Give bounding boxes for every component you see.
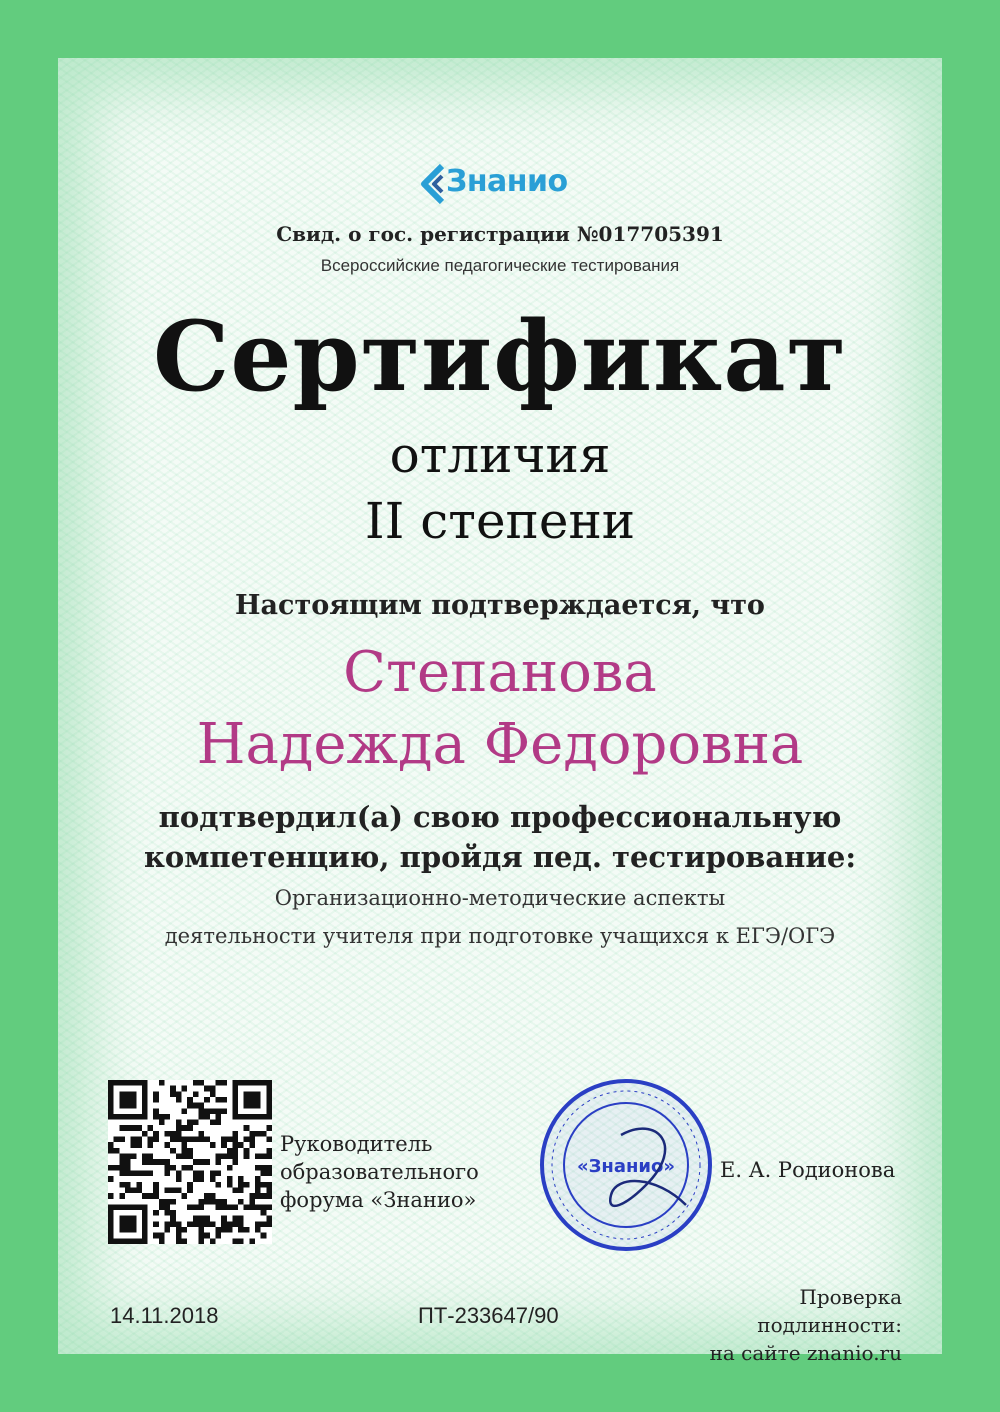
stamp-center-text: «Знанио» (576, 1156, 676, 1177)
topic-line1: Организационно-методические аспекты (274, 886, 726, 910)
recipient-surname: Степанова (343, 640, 657, 705)
qr-code[interactable] (108, 1080, 272, 1244)
header-subtitle: Всероссийские педагогические тестирования (320, 256, 680, 275)
competence-text-line1: подтвердил(а) свою профессиональную (158, 800, 842, 834)
topic-line2: деятельности учителя при подготовке учащихся к ЕГЭ/ОГЭ (164, 924, 836, 948)
certificate-title: Сертификат (152, 300, 848, 413)
competence-text-line2: компетенцию, пройдя пед. тестирование: (143, 840, 857, 874)
signer-role (280, 1130, 479, 1214)
certificate-code: ПТ-233647/90 (418, 1303, 559, 1328)
degree-label: II степени (364, 492, 636, 550)
recipient-given-names: Надежда Федоровна (196, 712, 804, 777)
registration-number: Свид. о гос. регистрации №017705391 (276, 222, 724, 246)
verification-note (710, 1283, 902, 1367)
znanio-logo (420, 160, 580, 208)
official-stamp (536, 1075, 716, 1255)
logo-text: Знанио (446, 164, 568, 199)
issue-date: 14.11.2018 (110, 1303, 219, 1328)
verify-line3[interactable]: на сайте znanio.ru (709, 1341, 902, 1365)
role-line2: образовательного (280, 1160, 479, 1184)
verify-line1: Проверка (799, 1285, 902, 1309)
confirms-text: Настоящим подтверждается, что (235, 590, 765, 621)
distinction-label: отличия (389, 426, 611, 484)
role-line3: форума «Знанио» (280, 1188, 477, 1212)
role-line1: Руководитель (280, 1132, 433, 1156)
signer-name: Е. А. Родионова (720, 1158, 896, 1182)
verify-line2: подлинности: (757, 1313, 902, 1337)
